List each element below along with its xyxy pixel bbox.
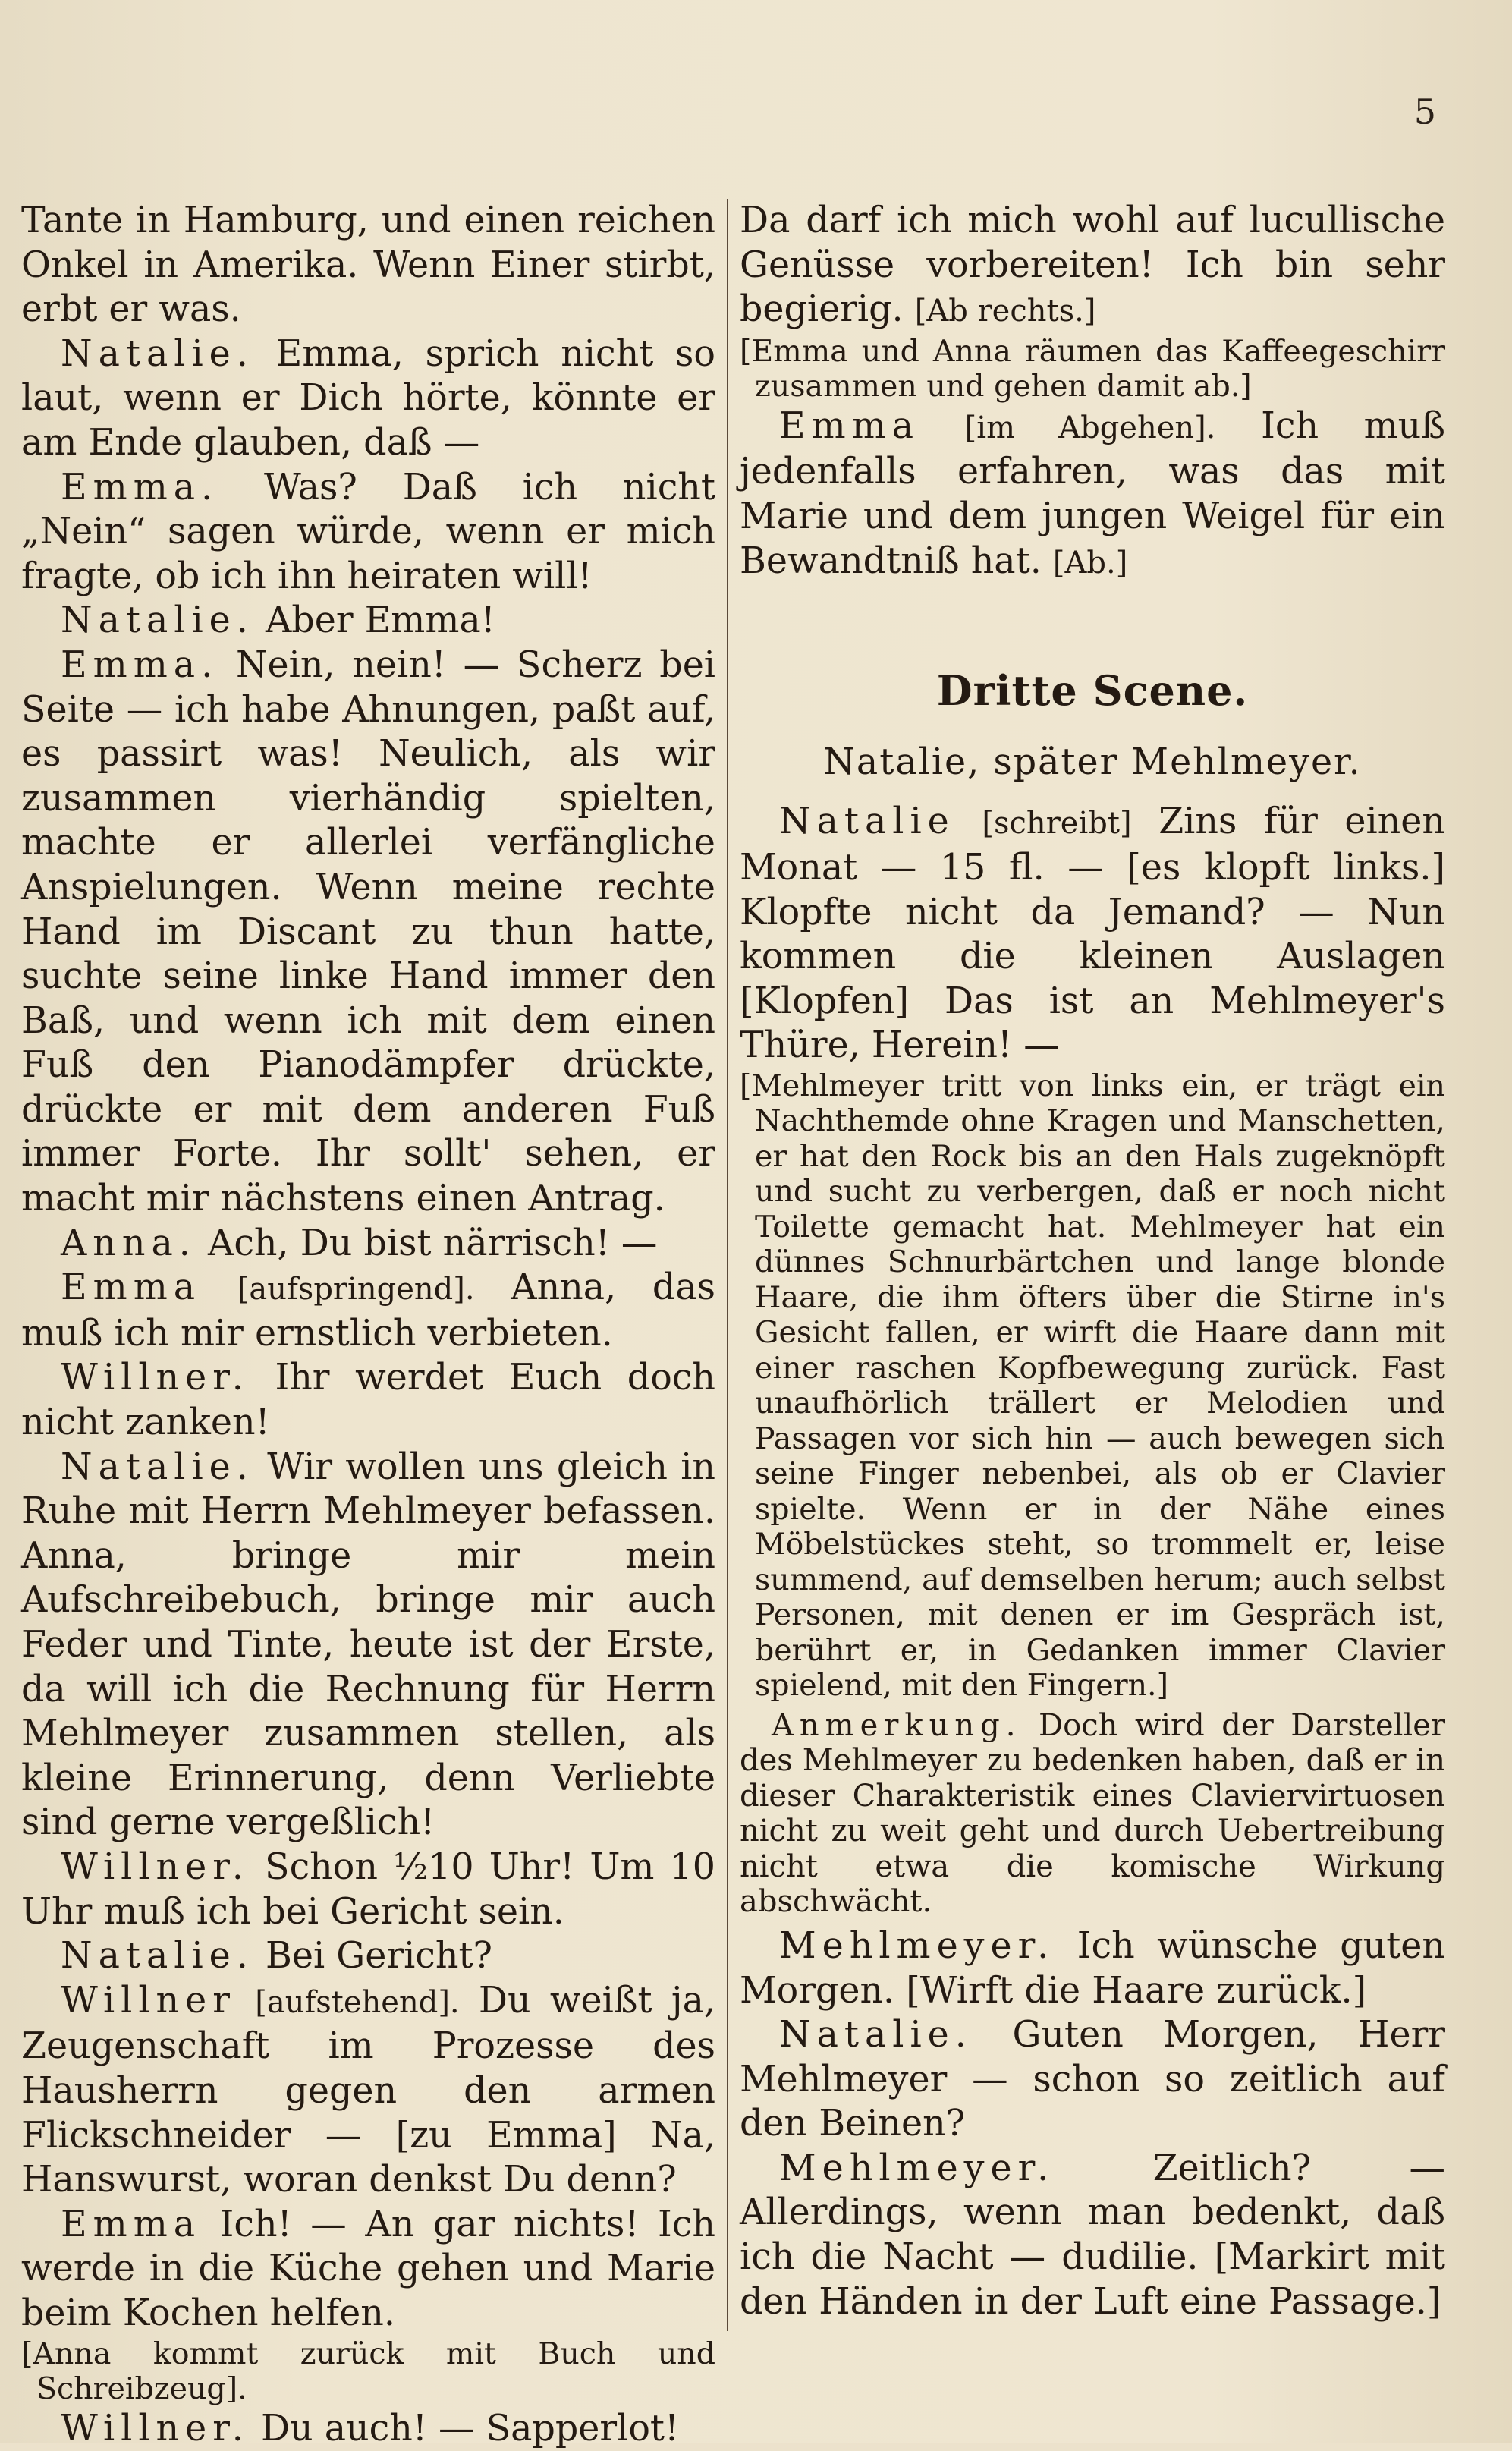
stage-direction: [schreibt]	[982, 806, 1131, 841]
stage-direction: [Anna kommt zurück mit Buch und Schreibzeug].	[21, 2336, 715, 2407]
stage-direction: [aufspringend].	[237, 1272, 475, 1307]
text-line: Da darf ich mich wohl auf lucullische Genüsse vorbereiten! Ich bin sehr begierig. [Ab rechts.]	[740, 199, 1445, 334]
dialogue-line: Willner. Schon ½10 Uhr! Um 10 Uhr muß ich bei Gericht sein.	[21, 1845, 715, 1934]
page-number: 5	[1414, 91, 1436, 132]
stage-direction: [im Abgehen].	[965, 411, 1216, 445]
dialogue-line: Mehlmeyer. Ich wünsche guten Morgen. [Wirft die Haare zurück.]	[740, 1924, 1445, 2013]
dialogue-line: Natalie. Aber Emma!	[21, 599, 715, 643]
speaker-name: Anna.	[61, 1222, 196, 1264]
dialogue-line: Emma. Nein, nein! — Scherz bei Seite — ich habe Ahnungen, paßt auf, es passirt was! Neulich, als wir zusammen vierhändig spielten, machte er allerlei verfängliche Anspielungen. Wenn meine rechte Hand im Discant zu thun hatte, suchte seine linke Hand immer den Baß, und wenn ich mit dem einen Fuß den Pianodämpfer drückte, drückte er mit dem anderen Fuß immer Forte. Ihr sollt' sehen, er macht mir nächstens einen Antrag.	[21, 643, 715, 1222]
speaker-name: Willner.	[61, 2408, 250, 2449]
speaker-name: Natalie.	[779, 2014, 973, 2056]
dialogue-line: Willner [aufstehend]. Du weißt ja, Zeugenschaft im Prozesse des Hausherrn gegen den armen Flickschneider — [zu Emma] Na, Hanswurst, woran denkst Du denn?	[21, 1979, 715, 2203]
dialogue-line: Emma [im Abgehen]. Ich muß jedenfalls erfahren, was das mit Marie und dem jungen Weigel für ein Bewandtniß hat. [Ab.]	[740, 404, 1445, 585]
stage-direction: [Emma und Anna räumen das Kaffeegeschirr zusammen und gehen damit ab.]	[740, 334, 1445, 404]
dialogue-line: Anna. Ach, Du bist närrisch! —	[21, 1222, 715, 1266]
dialogue-line: Willner. Du auch! — Sapperlot!	[21, 2407, 715, 2451]
dialogue-line: Emma Ich! — An gar nichts! Ich werde in die Küche gehen und Marie beim Kochen helfen.	[21, 2203, 715, 2336]
stage-direction: [Mehlmeyer tritt von links ein, er trägt ein Nachthemde ohne Kragen und Manschetten, er hat den Rock bis an den Hals zugeknöpft und sucht zu verbergen, daß er noch nicht Toilette gemacht hat. Mehlmeyer hat ein dünnes Schnurbärtchen und lange blonde Haare, die ihm öfters über die Stirne in's Gesicht fallen, er wirft die Haare dann mit einer raschen Kopfbewegung zurück. Fast unaufhörlich trällert er Melodien und Passagen vor sich hin — auch bewegen sich seine Finger nebenbei, als ob er Clavier spielte. Wenn er in der Nähe eines Möbelstückes steht, so trommelt er, leise summend, auf demselben herum; auch selbst Personen, mit denen er im Gespräch ist, berührt er, in Gedanken immer Clavier spielend, mit den Fingern.]	[740, 1068, 1445, 1704]
dialogue-line: Mehlmeyer. Zeitlich? — Allerdings, wenn man bedenkt, daß ich die Nacht — dudilie. [Markirt mit den Händen in der Luft eine Passage.]	[740, 2147, 1445, 2324]
speaker-name: Willner.	[61, 1357, 250, 1399]
speaker-name: Natalie.	[61, 1935, 254, 1977]
speaker-name: Emma	[61, 2204, 201, 2245]
annotation-note: Anmerkung. Doch wird der Darsteller des Mehlmeyer zu bedenken haben, daß er in dieser Charakteristik eines Claviervirtuosen nicht zu weit geht und durch Uebertreibung nicht etwa die komische Wirkung abschwächt.	[740, 1708, 1445, 1920]
dialogue-line: Emma. Was? Daß ich nicht „Nein“ sagen würde, wenn er mich fragte, ob ich ihn heiraten will!	[21, 466, 715, 599]
speaker-name: Natalie.	[61, 333, 254, 375]
scene-characters: Natalie, später Mehlmeyer.	[740, 741, 1445, 785]
speaker-name: Natalie.	[61, 599, 254, 641]
scene-title: Dritte Scene.	[740, 669, 1445, 713]
stage-direction: [Ab.]	[1053, 546, 1127, 580]
left-column	[21, 199, 715, 2451]
speaker-name: Willner	[61, 1980, 236, 2022]
speaker-name: Mehlmeyer.	[779, 2147, 1055, 2189]
note-label: Anmerkung.	[772, 1708, 1021, 1743]
dialogue-line: Natalie. Guten Morgen, Herr Mehlmeyer — schon so zeitlich auf den Beinen?	[740, 2013, 1445, 2147]
dialogue-line: Natalie [schreibt] Zins für einen Monat — 15 fl. — [es klopft links.] Klopfte nicht da Jemand? — Nun kommen die kleinen Auslagen [Klopfen] Das ist an Mehlmeyer's Thüre, Herein! —	[740, 800, 1445, 1068]
dialogue-line: Emma [aufspringend]. Anna, das muß ich mir ernstlich verbieten.	[21, 1266, 715, 1356]
speaker-name: Emma	[779, 405, 919, 447]
dialogue-line: Willner. Ihr werdet Euch doch nicht zanken!	[21, 1356, 715, 1445]
column-divider	[727, 199, 728, 2331]
speaker-name: Emma	[61, 1266, 201, 1308]
dialogue-line: Natalie. Emma, sprich nicht so laut, wenn er Dich hörte, könnte er am Ende glauben, daß —	[21, 332, 715, 466]
right-column	[740, 199, 1445, 2324]
text-line: Tante in Hamburg, und einen reichen Onkel in Amerika. Wenn Einer stirbt, erbt er was.	[21, 199, 715, 332]
speaker-name: Natalie.	[61, 1446, 254, 1488]
dialogue-line: Natalie. Wir wollen uns gleich in Ruhe mit Herrn Mehlmeyer befassen. Anna, bringe mir mein Aufschreibebuch, bringe mir auch Feder und Tinte, heute ist der Erste, da will ich die Rechnung für Herrn Mehlmeyer zusammen stellen, als kleine Erinnerung, denn Verliebte sind gerne vergeßlich!	[21, 1446, 715, 1845]
speaker-name: Emma.	[61, 467, 218, 508]
stage-direction: [aufstehend].	[255, 1985, 459, 2020]
stage-direction: [Ab rechts.]	[915, 294, 1096, 329]
speaker-name: Mehlmeyer.	[779, 1925, 1055, 1967]
dialogue-line: Natalie. Bei Gericht?	[21, 1934, 715, 1979]
speaker-name: Emma.	[61, 644, 218, 686]
speaker-name: Natalie	[779, 801, 955, 842]
speaker-name: Willner.	[61, 1846, 250, 1888]
